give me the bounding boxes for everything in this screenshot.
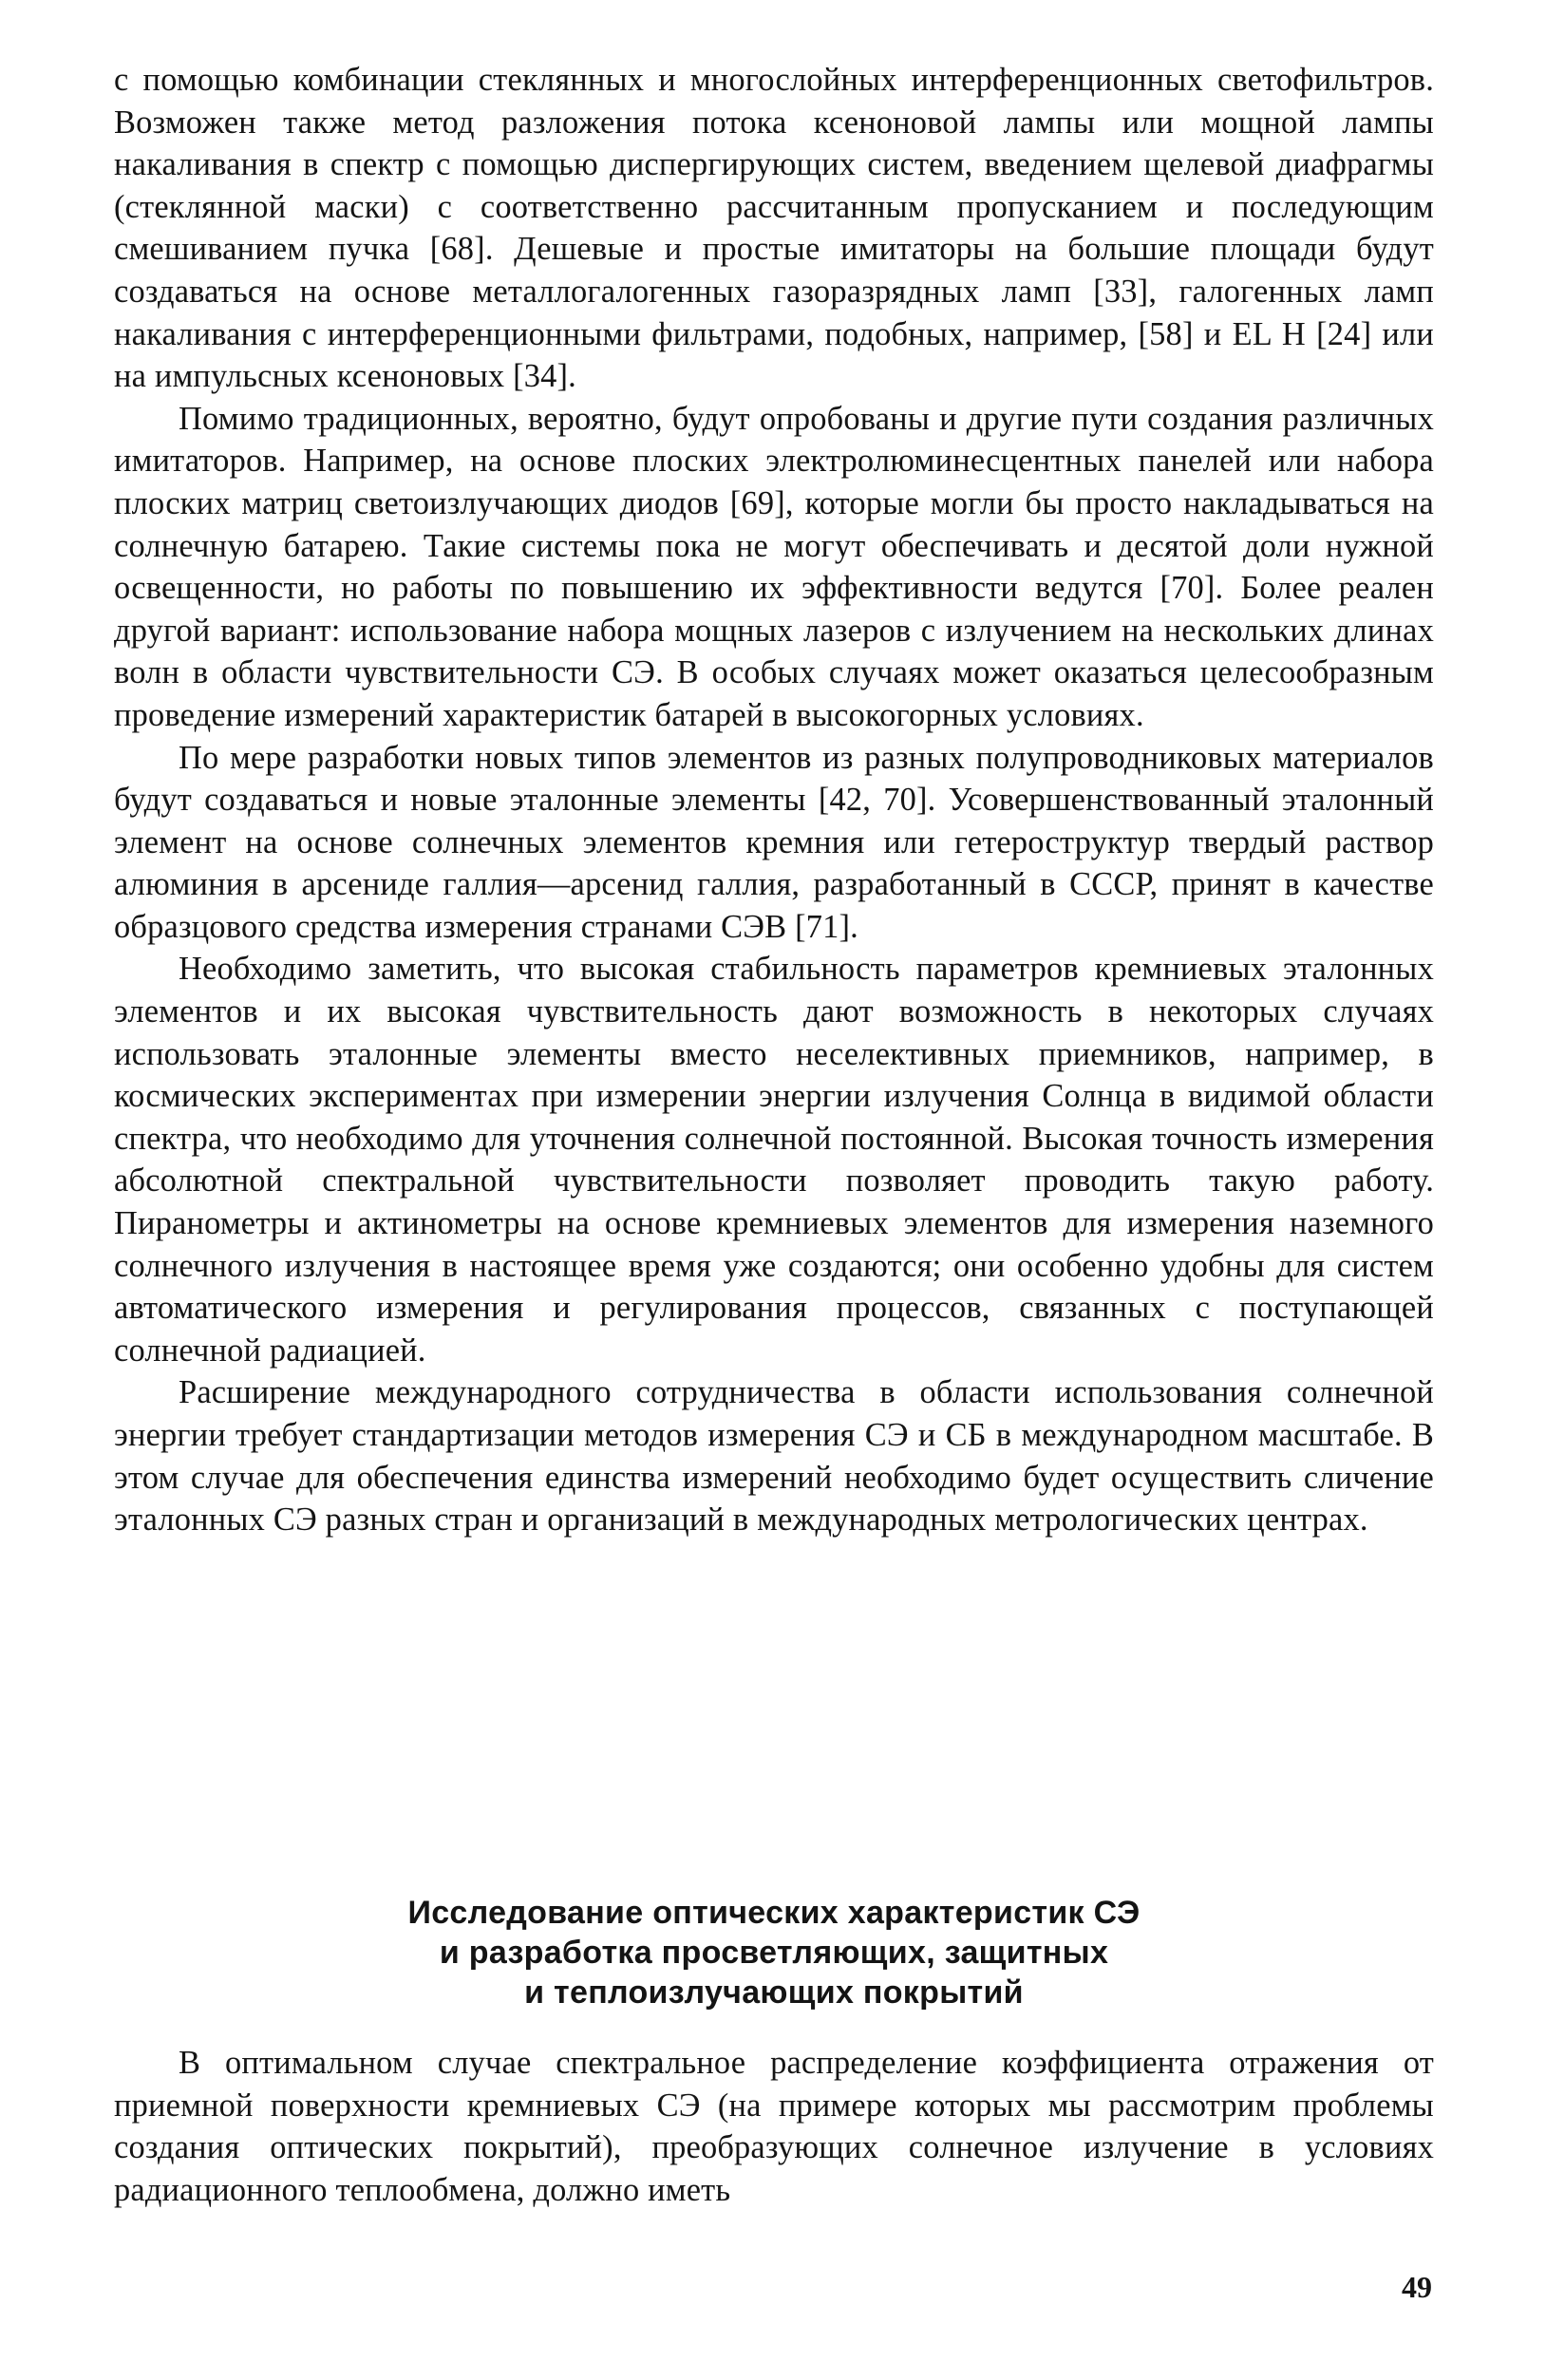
heading-line-3: и теплоизлучающих покрытий <box>524 1974 1024 2011</box>
top-text-section <box>114 59 1434 1541</box>
paragraph-stability: Необходимо заметить, что высокая стабильность параметров кремниевых эталонных элементов и их высокая чувствительность дают возможность в некоторых случаях использовать эталонные элементы вместо неселективных приемников, например, в космических экспериментах при измерении энергии излучения Солнца в видимой области спектра, что необходимо для уточнения солнечной постоянной. Высокая точность измерения абсолютной спектральной чувствительности позволяет проводить такую работу. Пиранометры и актинометры на основе кремниевых элементов для измерения наземного солнечного излучения в настоящее время уже создаются; они особенно удобны для систем автоматического измерения и регулирования процессов, связанных с поступающей солнечной радиацией. <box>114 951 1434 1369</box>
bottom-text-section <box>114 2042 1434 2211</box>
heading-line-2: и разработка просветляющих, защитных <box>439 1935 1109 1971</box>
page-number: 49 <box>1402 2270 1432 2304</box>
paragraph-international: Расширение международного сотрудничества в области использования солнечной энергии требует стандартизации методов измерения СЭ и СБ в международном масштабе. В этом случае для обеспечения единства измерений необходимо будет осуществить сличение эталонных СЭ разных стран и организаций в международных метрологических центрах. <box>114 1374 1434 1539</box>
paragraph-continuation: с помощью комбинации стеклянных и многослойных интерференционных светофильтров. Возможен также метод разложения потока ксеноновой лампы или мощной лампы накаливания в спектр с помощью диспергирующих систем, введением щелевой диафрагмы (стеклянной маски) с соответственно рассчитанным пропусканием и последующим смешиванием пучка [68]. Дешевые и простые имитаторы на большие площади будут создаваться на основе металлогалогенных газоразрядных ламп [33], галогенных ламп накаливания с интерференционными фильтрами, подобных, например, [58] и EL H [24] или на импульсных ксеноновых [34]. <box>114 62 1434 395</box>
paragraph-simulators: Помимо традиционных, вероятно, будут опробованы и другие пути создания различных имитаторов. Например, на основе плоских электролюминесцентных панелей или набора плоских матриц светоизлучающих диодов [69], которые могли бы просто накладываться на солнечную батарею. Такие системы пока не могут обеспечивать и десятой доли нужной освещенности, но работы по повышению их эффективности ведутся [70]. Более реален другой вариант: использование набора мощных лазеров с излучением на нескольких длинах волн в области чувствительности СЭ. В особых случаях может оказаться целесообразным проведение измерений характеристик батарей в высокогорных условиях. <box>114 400 1434 733</box>
section-heading <box>114 1893 1434 2012</box>
paragraph-optimal-reflection: В оптимальном случае спектральное распределение коэффициента отражения от приемной поверхности кремниевых СЭ (на примере которых мы рассмотрим проблемы создания оптических покрытий), преобразующих солнечное излучение в условиях радиационного теплообмена, должно иметь <box>114 2045 1434 2208</box>
heading-line-1: Исследование оптических характеристик СЭ <box>407 1895 1141 1931</box>
paragraph-reference-elements: По мере разработки новых типов элементов из разных полупроводниковых материалов будут создаваться и новые эталонные элементы [42, 70]. Усовершенствованный эталонный элемент на основе солнечных элементов кремния или гетероструктур твердый раствор алюминия в арсениде галлия—арсенид галлия, разработанный в СССР, принят в качестве образцового средства измерения странами СЭВ [71]. <box>114 739 1434 945</box>
